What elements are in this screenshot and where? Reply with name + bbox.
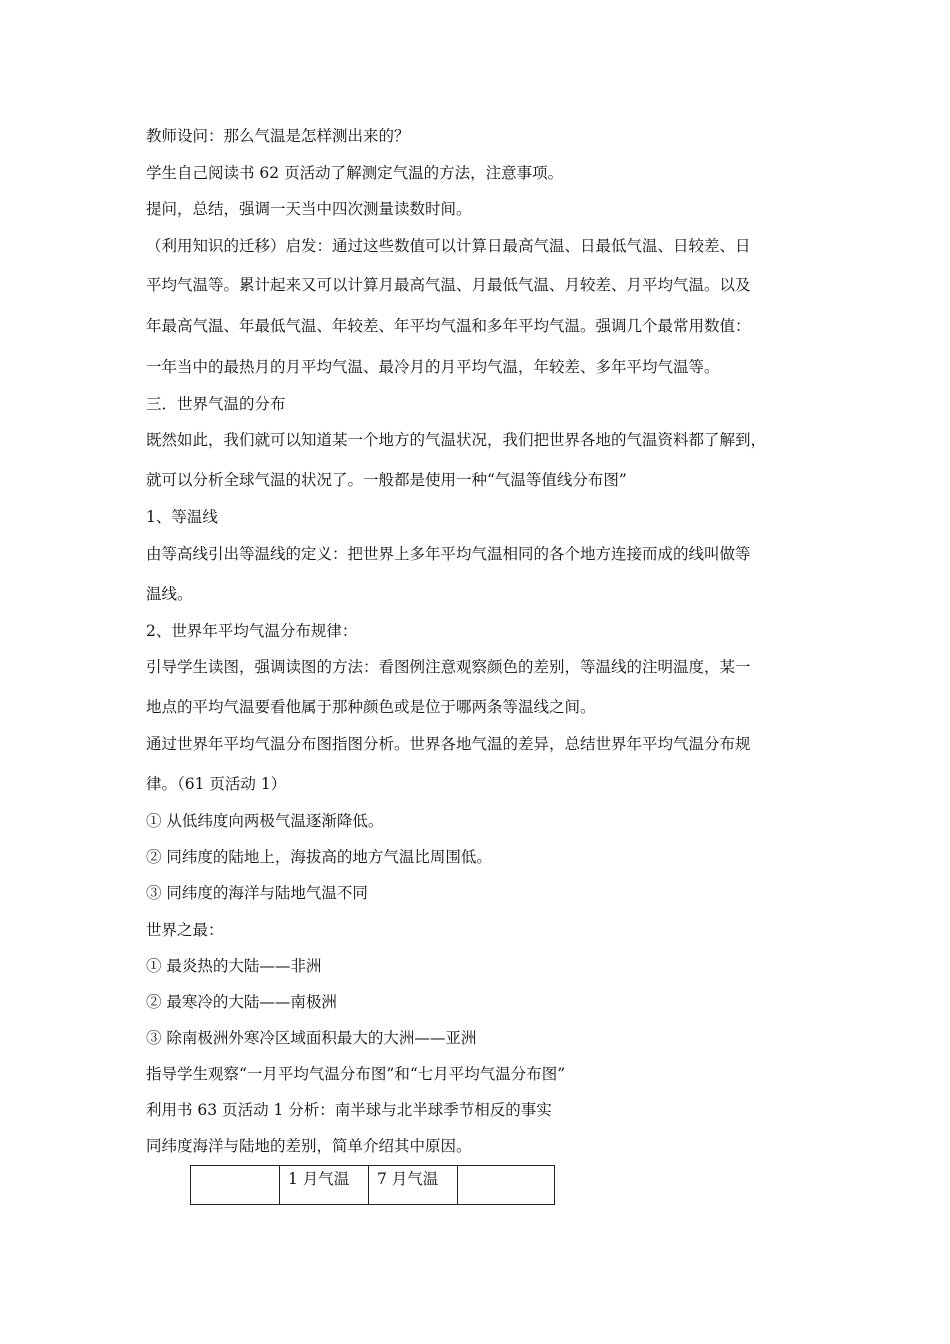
paragraph-line: 学生自己阅读书 62 页活动了解测定气温的方法，注意事项。 <box>146 164 564 182</box>
list-item: ③ 同纬度的海洋与陆地气温不同 <box>146 884 368 902</box>
subsection-heading: 2、世界年平均气温分布规律： <box>146 622 358 640</box>
list-item: ① 从低纬度向两极气温逐渐降低。 <box>146 812 384 830</box>
paragraph-line: 指导学生观察“一月平均气温分布图”和“七月平均气温分布图” <box>146 1065 566 1083</box>
subsection-heading: 1、等温线 <box>146 508 218 526</box>
paragraph-line: 既然如此，我们就可以知道某一个地方的气温状况，我们把世界各地的气温资料都了解到， <box>146 431 767 449</box>
table-cell <box>191 1166 280 1205</box>
paragraph-line: 平均气温等。累计起来又可以计算月最高气温、月最低气温、月较差、月平均气温。以及 <box>146 276 751 294</box>
paragraph-line: 温线。 <box>146 585 193 603</box>
paragraph-line: 通过世界年平均气温分布图指图分析。世界各地气温的差异，总结世界年平均气温分布规 <box>146 735 751 753</box>
paragraph-line: 教师设问：那么气温是怎样测出来的？ <box>146 127 410 145</box>
paragraph-line: 地点的平均气温要看他属于那种颜色或是位于哪两条等温线之间。 <box>146 698 596 716</box>
paragraph-line: 就可以分析全球气温的状况了。一般都是使用一种“气温等值线分布图” <box>146 471 627 489</box>
table-cell <box>458 1166 555 1205</box>
paragraph-line: （利用知识的迁移）启发：通过这些数值可以计算日最高气温、日最低气温、日较差、日 <box>146 237 751 255</box>
paragraph-line: 世界之最： <box>146 921 224 939</box>
table-cell: 1 月气温 <box>280 1166 369 1205</box>
table-row <box>191 1166 555 1205</box>
paragraph-line: 年最高气温、年最低气温、年较差、年平均气温和多年平均气温。强调几个最常用数值： <box>146 317 751 335</box>
list-item: ① 最炎热的大陆——非洲 <box>146 957 322 975</box>
paragraph-line: 由等高线引出等温线的定义：把世界上多年平均气温相同的各个地方连接而成的线叫做等 <box>146 545 751 563</box>
temperature-table <box>190 1165 555 1205</box>
paragraph-line: 引导学生读图，强调读图的方法：看图例注意观察颜色的差别，等温线的注明温度，某一 <box>146 658 751 676</box>
list-item: ③ 除南极洲外寒冷区域面积最大的大洲——亚洲 <box>146 1029 477 1047</box>
table-cell: 7 月气温 <box>369 1166 458 1205</box>
paragraph-line: 提问，总结，强调一天当中四次测量读数时间。 <box>146 200 472 218</box>
list-item: ② 同纬度的陆地上，海拔高的地方气温比周围低。 <box>146 848 492 866</box>
paragraph-line: 利用书 63 页活动 1 分析：南半球与北半球季节相反的事实 <box>146 1101 552 1119</box>
paragraph-line: 律。（61 页活动 1） <box>146 775 287 793</box>
list-item: ② 最寒冷的大陆——南极洲 <box>146 993 337 1011</box>
section-heading: 三．世界气温的分布 <box>146 395 286 413</box>
paragraph-line: 同纬度海洋与陆地的差别，简单介绍其中原因。 <box>146 1137 472 1155</box>
paragraph-line: 一年当中的最热月的月平均气温、最冷月的月平均气温，年较差、多年平均气温等。 <box>146 358 720 376</box>
